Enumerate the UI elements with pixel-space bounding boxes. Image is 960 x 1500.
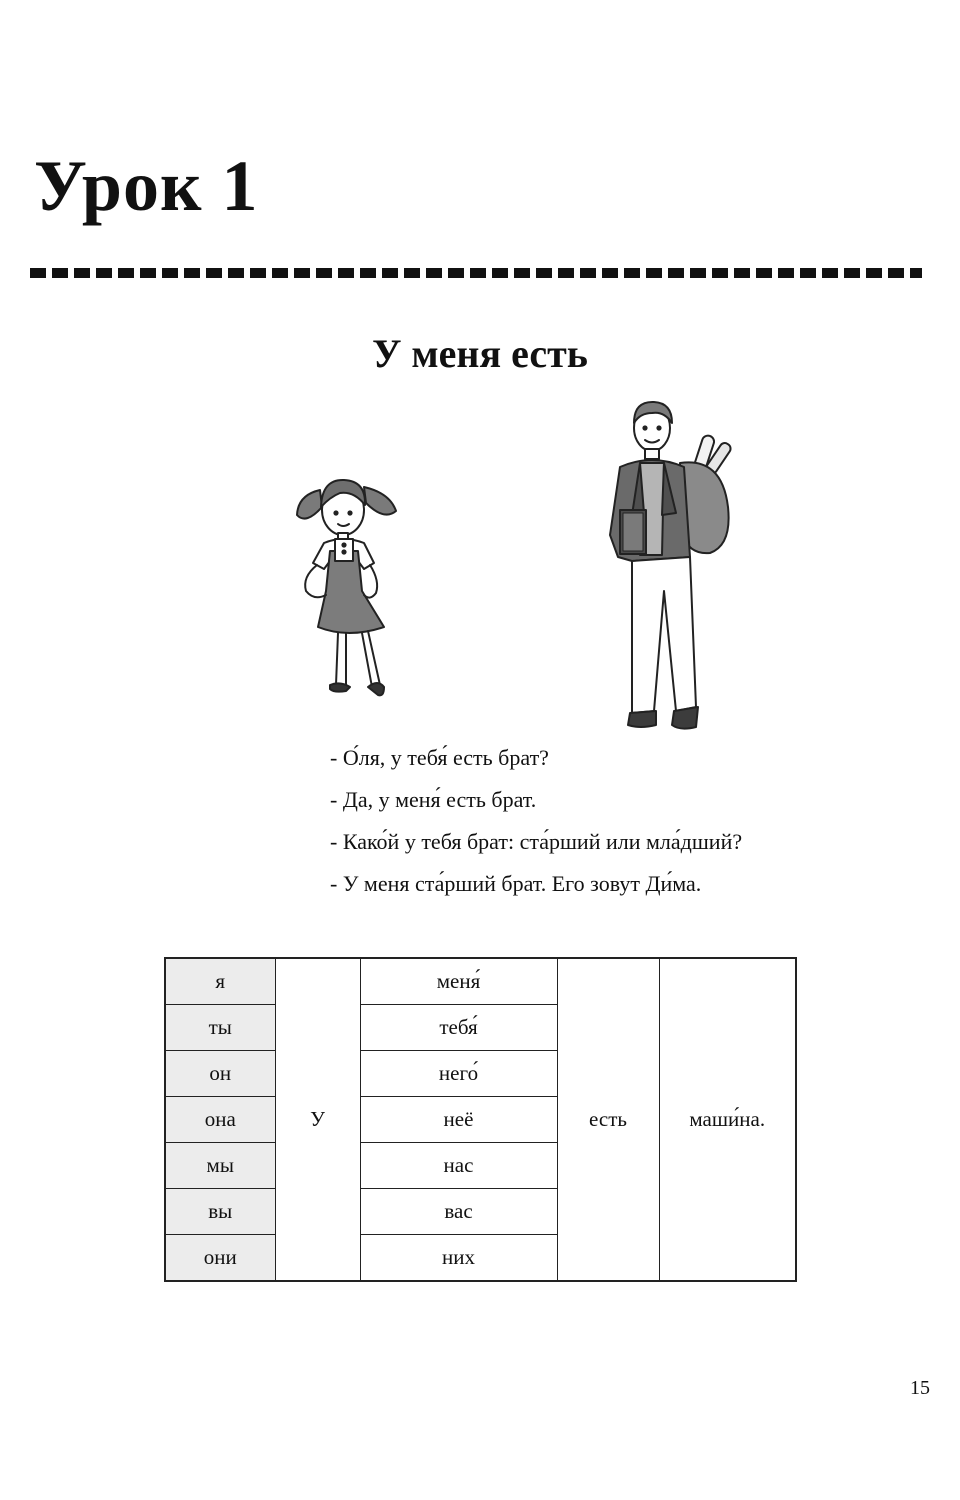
verb-cell: есть — [557, 958, 659, 1281]
dashed-divider — [30, 268, 922, 278]
pronoun-cell: ты — [165, 1005, 275, 1051]
genitive-cell: тебя́ — [360, 1005, 557, 1051]
genitive-cell: меня́ — [360, 958, 557, 1005]
pronoun-cell: она — [165, 1097, 275, 1143]
pronoun-cell: я — [165, 958, 275, 1005]
section-title: У меня есть — [372, 331, 588, 376]
pronoun-table — [164, 957, 797, 1282]
genitive-cell: них — [360, 1235, 557, 1282]
dialogue-line: - У меня ста́рший брат. Его зовут Ди́ма. — [330, 871, 702, 896]
illustration — [280, 395, 760, 740]
dialogue-line: - Да, у меня́ есть брат. — [330, 787, 537, 812]
noun-cell: маши́на. — [659, 958, 796, 1281]
table-row — [165, 958, 796, 1005]
dialogue — [330, 742, 742, 910]
lesson-title: Урок 1 — [34, 146, 259, 226]
girl-figure — [297, 480, 396, 695]
genitive-cell: нас — [360, 1143, 557, 1189]
pronoun-cell: он — [165, 1051, 275, 1097]
pronoun-cell: вы — [165, 1189, 275, 1235]
genitive-cell: него́ — [360, 1051, 557, 1097]
genitive-cell: вас — [360, 1189, 557, 1235]
pronoun-cell: они — [165, 1235, 275, 1282]
genitive-cell: неё — [360, 1097, 557, 1143]
preposition-cell: У — [275, 958, 360, 1281]
page-number: 15 — [910, 1377, 930, 1399]
boy-with-backpack-figure — [610, 402, 732, 729]
dialogue-line: - Како́й у тебя брат: ста́рший или мла́дший? — [330, 829, 743, 854]
dialogue-line: - О́ля, у тебя́ есть брат? — [330, 745, 549, 770]
pronoun-cell: мы — [165, 1143, 275, 1189]
